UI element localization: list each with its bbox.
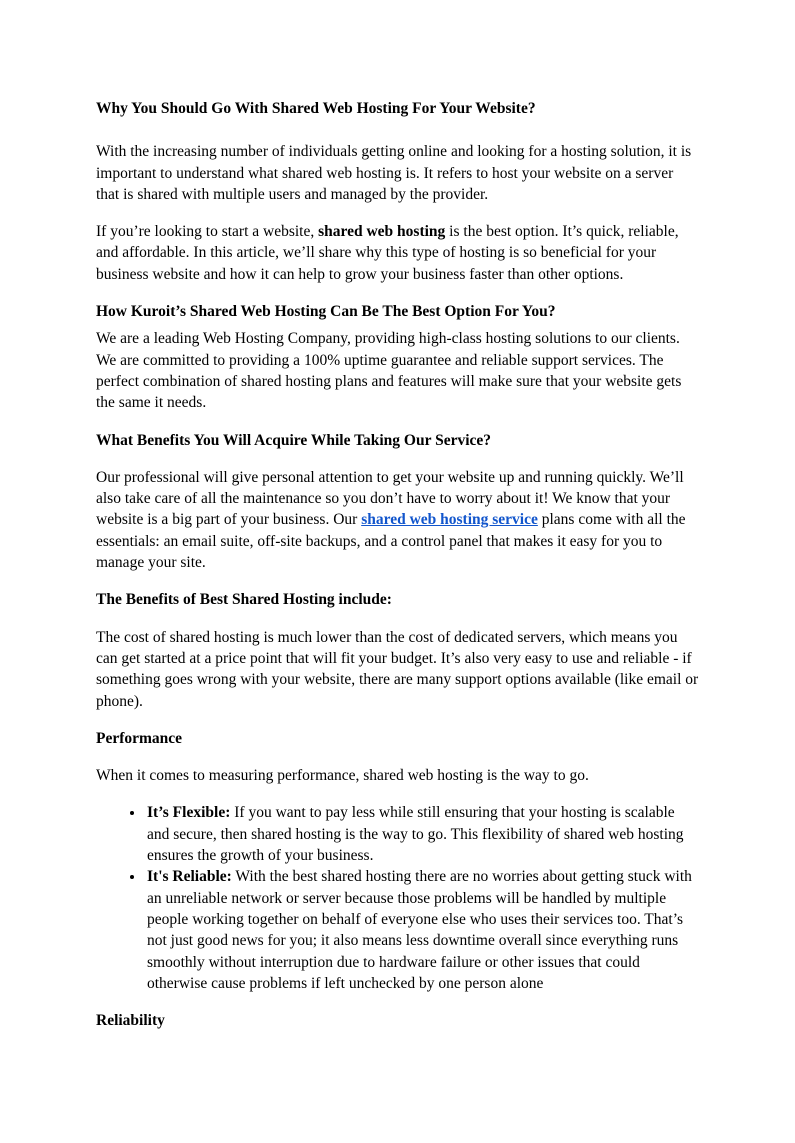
text-run: If you’re looking to start a website,: [96, 223, 319, 241]
heading-why-shared-hosting: [96, 98, 700, 119]
text-run: If you want to pay less while still ensuring that your hosting is scalable and secure, then shared hosting is the way to go. This flexibility of shared web hosting ensures the growth of your business.: [147, 804, 684, 865]
list-item: [145, 866, 700, 994]
heading-benefits-service: [96, 430, 700, 451]
shared-web-hosting-service-link[interactable]: shared web hosting service: [361, 511, 538, 529]
list-item: [145, 802, 700, 866]
performance-bullet-list: [96, 802, 700, 994]
text-run: is the best option. It’s quick, reliable, and affordable. In this article, we’ll share why this type of hosting is so beneficial for your business website and how it can help to grow your business faster than other options.: [96, 223, 679, 283]
paragraph-company: [96, 328, 700, 413]
text-run: When it comes to measuring performance, shared web hosting is the way to go.: [96, 767, 589, 785]
text-run: Our professional will give personal attention to get your website up and running quickly. We’ll also take care of all the maintenance so you don’t have to worry about it! We know that your website is a big part of your business. Our: [96, 468, 684, 529]
bold-text-run: Why You Should Go With Shared Web Hosting For Your Website?: [96, 100, 536, 117]
heading-kuroit-option: [96, 301, 700, 322]
document-body: [96, 98, 700, 1031]
text-run: With the best shared hosting there are no worries about getting stuck with an unreliable network or server because those problems will be handled by multiple people working together on behalf of everyone else who uses their services too. That’s not just good news for you; it also means less downtime overall since everything runs smoothly without interruption due to hardware failure or other issues that could otherwise cause problems if left unchecked by one person alone: [147, 868, 692, 992]
heading-benefits-include: [96, 589, 700, 610]
paragraph-professional: [96, 467, 700, 573]
bold-text-run: Reliability: [96, 1012, 165, 1030]
text-run: We are a leading Web Hosting Company, providing high-class hosting solutions to our clients. We are committed to providing a 100% uptime guarantee and reliable support services. The perfect combination of shared hosting plans and features will make sure that your website gets the same it needs.: [96, 330, 682, 412]
text-run: The cost of shared hosting is much lower than the cost of dedicated servers, which means you can get started at a price point that will fit your budget. It’s also very easy to use and reliable - if something goes wrong with your website, there are many support options available (like email or phone).: [96, 628, 699, 710]
text-run: plans come with all the essentials: an email suite, off-site backups, and a control panel that makes it easy for you to manage your site.: [96, 511, 686, 572]
bold-text-run: What Benefits You Will Acquire While Taking Our Service?: [96, 431, 492, 449]
paragraph-performance: [96, 765, 700, 786]
paragraph-best-option: [96, 221, 700, 285]
paragraph-cost: [96, 627, 700, 712]
paragraph-intro: [96, 141, 700, 205]
bold-text-run: shared web hosting: [318, 223, 446, 241]
heading-reliability: [96, 1010, 700, 1031]
bold-text-run: It's Reliable:: [147, 868, 232, 886]
bold-text-run: It’s Flexible:: [147, 804, 231, 822]
bold-text-run: Performance: [96, 729, 183, 747]
heading-performance: [96, 728, 700, 749]
bold-text-run: The Benefits of Best Shared Hosting include:: [96, 591, 392, 609]
bold-text-run: How Kuroit’s Shared Web Hosting Can Be The Best Option For You?: [96, 303, 556, 321]
text-run: With the increasing number of individuals getting online and looking for a hosting solution, it is important to understand what shared web hosting is. It refers to host your website on a server that is shared with multiple users and managed by the provider.: [96, 143, 692, 203]
